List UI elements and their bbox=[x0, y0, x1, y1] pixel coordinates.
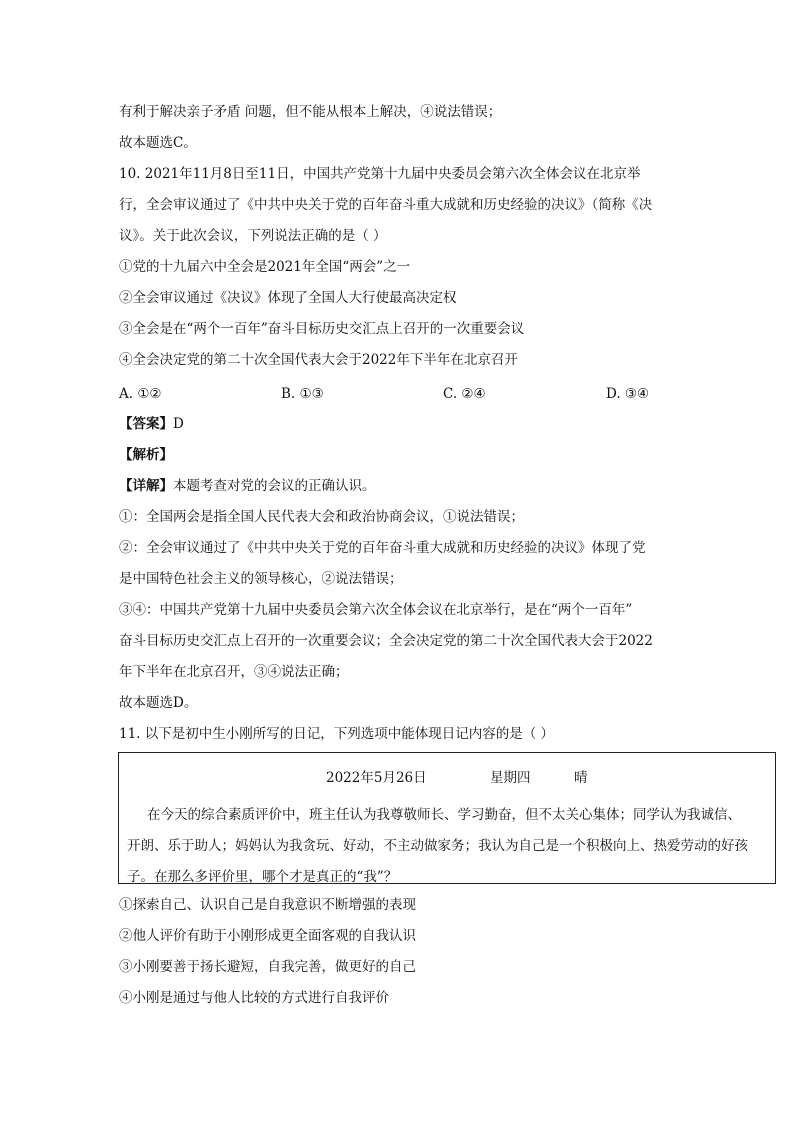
q10-explanation-4: ③④：中国共产党第十九届中央委员会第六次全体会议在北京举行，是在“两个一百年” bbox=[119, 602, 633, 618]
q10-explanation-1: ①：全国两会是指全国人民代表大会和政治协商会议，①说法错误； bbox=[119, 509, 524, 525]
diary-date: 2022年5月26日 bbox=[326, 770, 427, 786]
q10-detail bbox=[119, 476, 376, 496]
q10-answer bbox=[119, 414, 184, 434]
diary-line-1: 在今天的综合素质评价中，班主任认为我尊敬师长、学习勤奋，但不太关心集体；同学认为我诚信、 bbox=[147, 807, 741, 823]
diary-weekday: 星期四 bbox=[490, 770, 531, 786]
q11-stem: 11. 以下是初中生小刚所写的日记，下列选项中能体现日记内容的是（ ） bbox=[119, 726, 555, 742]
q11-statement-4: ④小刚是通过与他人比较的方式进行自我评价 bbox=[119, 990, 389, 1006]
diary-weather: 晴 bbox=[574, 770, 588, 786]
q10-explanation-2: ②：全会审议通过了《中共中央关于党的百年奋斗重大成就和历史经验的决议》体现了党 bbox=[119, 540, 646, 556]
q10-stem-line-1: 10. 2021年11月8日至11日，中国共产党第十九届中央委员会第六次全体会议在北京举 bbox=[119, 166, 641, 182]
diary-body bbox=[127, 800, 772, 893]
answer-label: 【答案】 bbox=[119, 416, 173, 432]
detail-label: 【详解】 bbox=[119, 478, 173, 494]
q10-option-a: A. ①② bbox=[119, 386, 162, 402]
q10-stem-line-2: 行，全会审议通过了《中共中央关于党的百年奋斗重大成就和历史经验的决议》（简称《决 bbox=[119, 197, 653, 213]
q10-explanation-3: 是中国特色社会主义的领导核心，②说法错误； bbox=[119, 571, 403, 587]
q10-conclusion: 故本题选D。 bbox=[119, 695, 198, 711]
q11-statement-2: ②他人评价有助于小刚形成更全面客观的自我认识 bbox=[119, 928, 416, 944]
prev-explanation-line: 有利于解决亲子矛盾 问题，但不能从根本上解决，④说法错误； bbox=[119, 104, 502, 120]
q10-statement-2: ②全会审议通过《决议》体现了全国人大行使最高决定权 bbox=[119, 290, 457, 306]
q10-statement-4: ④全会决定党的第二十次全国代表大会于2022年下半年在北京召开 bbox=[119, 352, 518, 368]
prev-conclusion: 故本题选C。 bbox=[119, 135, 197, 151]
q10-statement-1: ①党的十九届六中全会是2021年全国“两会”之一 bbox=[119, 259, 411, 275]
q10-explanation-5: 奋斗目标历史交汇点上召开的一次重要会议；全会决定党的第二十次全国代表大会于2022 bbox=[119, 633, 653, 649]
q10-analysis-label: 【解析】 bbox=[119, 447, 173, 463]
q10-option-c: C. ②④ bbox=[443, 386, 486, 402]
q10-explanation-6: 年下半年在北京召开，③④说法正确； bbox=[119, 664, 349, 680]
q11-statement-3: ③小刚要善于扬长避短，自我完善，做更好的自己 bbox=[119, 959, 416, 975]
diary-line-2: 开朗、乐于助人；妈妈认为我贪玩、好动，不主动做家务；我认为自己是一个积极向上、热爱劳动的好孩 bbox=[127, 838, 748, 854]
answer-value: D bbox=[173, 416, 184, 432]
detail-intro: 本题考查对党的会议的正确认识。 bbox=[173, 478, 376, 494]
q10-stem-line-3: 议》。关于此次会议，下列说法正确的是（ ） bbox=[119, 228, 387, 244]
q10-statement-3: ③全会是在“两个一百年”奋斗目标历史交汇点上召开的一次重要会议 bbox=[119, 321, 525, 337]
q10-option-d: D. ③④ bbox=[606, 386, 650, 402]
diary-box bbox=[118, 752, 776, 884]
q11-statement-1: ①探索自己、认识自己是自我意识不断增强的表现 bbox=[119, 897, 416, 913]
diary-line-3: 子。在那么多评价里，哪个才是真正的“我”？ bbox=[127, 869, 398, 885]
q10-option-b: B. ①③ bbox=[281, 386, 324, 402]
